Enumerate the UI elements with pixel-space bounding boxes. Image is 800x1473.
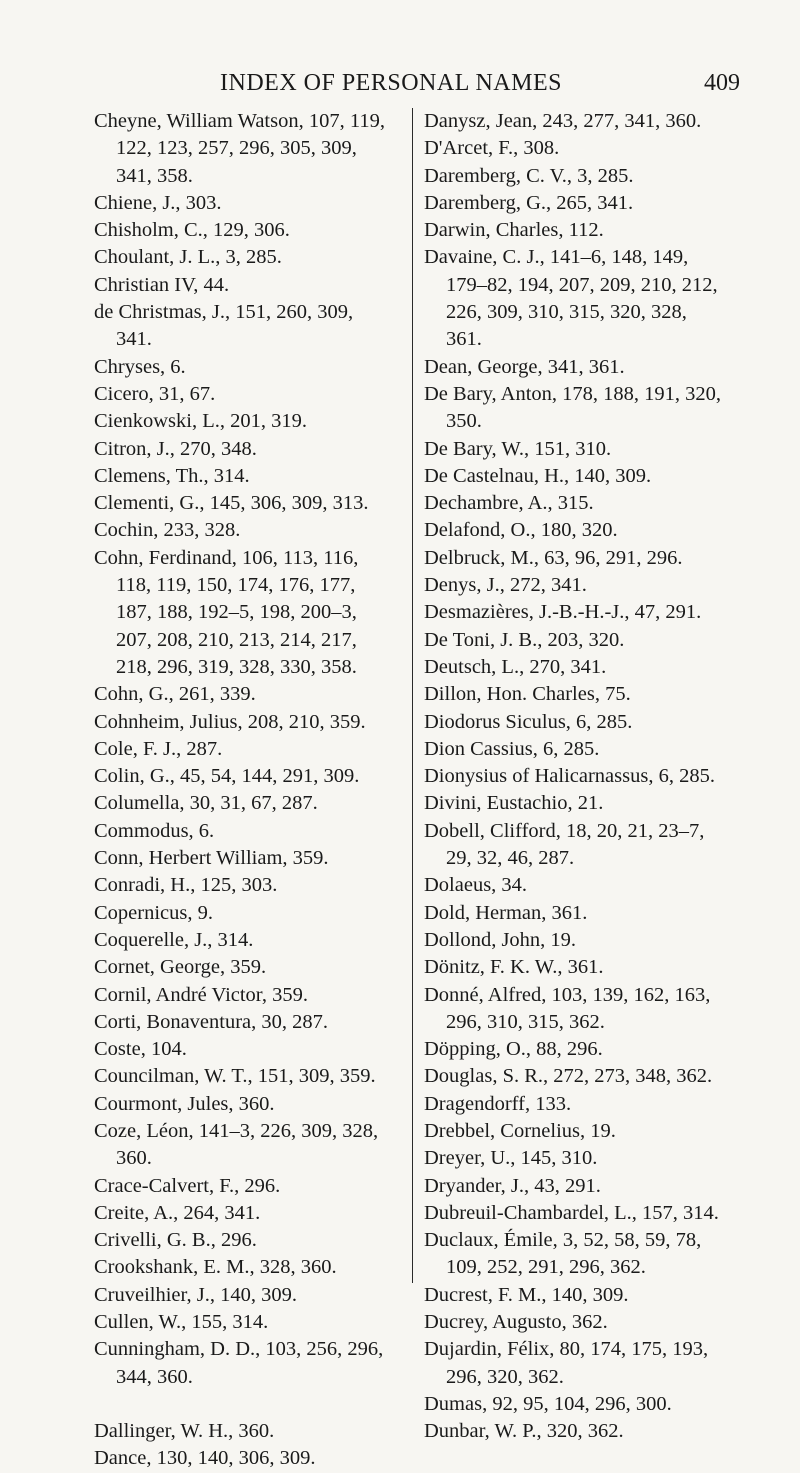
index-entry: Clemens, Th., 314.	[94, 464, 250, 487]
index-entry: Dunbar, W. P., 320, 362.	[424, 1420, 624, 1443]
index-entry: Cochin, 233, 328.	[94, 519, 241, 542]
index-entry: Dönitz, F. K. W., 361.	[424, 956, 604, 979]
index-entry: Councilman, W. T., 151, 309, 359.	[94, 1065, 376, 1088]
index-entry: Cohnheim, Julius, 208, 210, 359.	[94, 710, 366, 733]
index-entry: Dubreuil-Chambardel, L., 157, 314.	[424, 1201, 719, 1224]
column-divider	[412, 108, 413, 1283]
index-entry: Dold, Herman, 361.	[424, 901, 588, 924]
index-entry: Dollond, John, 19.	[424, 928, 577, 951]
index-entry: Cornil, André Victor, 359.	[94, 983, 308, 1006]
index-columns	[94, 108, 734, 1470]
index-entry: Dillon, Hon. Charles, 75.	[424, 683, 631, 706]
index-entry: Cole, F. J., 287.	[94, 737, 223, 760]
index-entry: De Toni, J. B., 203, 320.	[424, 628, 625, 651]
index-entry: Cullen, W., 155, 314.	[94, 1311, 269, 1334]
index-entry: Christian IV, 44.	[94, 273, 230, 296]
index-entry: Creite, A., 264, 341.	[94, 1201, 261, 1224]
index-entry: de Christmas, J., 151, 260, 309, 341.	[94, 301, 354, 351]
index-entry: Chisholm, C., 129, 306.	[94, 219, 290, 242]
index-entry: Columella, 30, 31, 67, 287.	[94, 792, 318, 815]
index-entry: Drebbel, Cornelius, 19.	[424, 1119, 616, 1142]
index-entry: Cienkowski, L., 201, 319.	[94, 410, 307, 433]
index-entry: Coquerelle, J., 314.	[94, 928, 254, 951]
index-entry: Douglas, S. R., 272, 273, 348, 362.	[424, 1065, 713, 1088]
index-entry: Conradi, H., 125, 303.	[94, 874, 278, 897]
index-column-left	[94, 108, 392, 1473]
index-entry: Dean, George, 341, 361.	[424, 355, 625, 378]
index-entry: Dragendorff, 133.	[424, 1092, 572, 1115]
page-number: 409	[704, 70, 740, 96]
index-entry: Cohn, G., 261, 339.	[94, 683, 256, 706]
index-entry: Deutsch, L., 270, 341.	[424, 655, 607, 678]
index-entry: Chiene, J., 303.	[94, 191, 222, 214]
index-entry: Dujardin, Félix, 80, 174, 175, 193, 296, 320, 362.	[424, 1338, 709, 1388]
index-entry: Cunningham, D. D., 103, 256, 296, 344, 360.	[94, 1338, 384, 1388]
index-entry: De Bary, Anton, 178, 188, 191, 320, 350.	[424, 382, 722, 433]
index-entry: Donné, Alfred, 103, 139, 162, 163, 296, 310, 315, 362.	[424, 983, 711, 1033]
index-entry: Cohn, Ferdinand, 106, 113, 116, 118, 119, 150, 174, 176, 177, 187, 188, 192–5, 198, 200–3, 207, 208, 210, 213, 214, 217, 218, 296, 319, 328, 330, 358.	[94, 546, 359, 678]
index-entry: Citron, J., 270, 348.	[94, 437, 257, 460]
index-entry: Corti, Bonaventura, 30, 287.	[94, 1010, 329, 1033]
index-entry: Dallinger, W. H., 360.	[94, 1419, 275, 1442]
index-entry: Desmazières, J.-B.-H.-J., 47, 291.	[424, 601, 702, 624]
index-entry: Duclaux, Émile, 3, 52, 58, 59, 78, 109, 252, 291, 296, 362.	[424, 1229, 702, 1279]
index-entry: Copernicus, 9.	[94, 901, 213, 924]
index-entry: Colin, G., 45, 54, 144, 291, 309.	[94, 765, 360, 788]
index-entry: Dryander, J., 43, 291.	[424, 1174, 601, 1197]
index-entry: Delafond, O., 180, 320.	[424, 519, 618, 542]
index-entry: Choulant, J. L., 3, 285.	[94, 246, 282, 269]
index-column-right	[424, 108, 722, 1446]
index-entry: Davaine, C. J., 141–6, 148, 149, 179–82, 194, 207, 209, 210, 212, 226, 309, 310, 315, 320, 328, 361.	[424, 246, 718, 351]
index-entry: Crookshank, E. M., 328, 360.	[94, 1256, 337, 1279]
index-entry: Darwin, Charles, 112.	[424, 219, 604, 242]
index-entry: Cicero, 31, 67.	[94, 382, 216, 405]
index-entry: Dreyer, U., 145, 310.	[424, 1147, 598, 1170]
page-header	[0, 70, 800, 110]
index-entry: Dechambre, A., 315.	[424, 492, 594, 515]
index-entry: Cornet, George, 359.	[94, 956, 267, 979]
index-entry: Daremberg, G., 265, 341.	[424, 191, 634, 214]
index-entry: Denys, J., 272, 341.	[424, 574, 587, 597]
index-entry: D'Arcet, F., 308.	[424, 137, 560, 160]
index-entry: Cheyne, William Watson, 107, 119, 122, 123, 257, 296, 305, 309, 341, 358.	[94, 110, 385, 187]
index-entry: Crace-Calvert, F., 296.	[94, 1174, 281, 1197]
index-entry: Dolaeus, 34.	[424, 874, 528, 897]
index-entry: Dance, 130, 140, 306, 309.	[94, 1447, 316, 1470]
index-entry: Conn, Herbert William, 359.	[94, 847, 329, 870]
index-entry: Ducrest, F. M., 140, 309.	[424, 1283, 629, 1306]
index-entry: Danysz, Jean, 243, 277, 341, 360.	[424, 110, 702, 132]
index-entry: Dumas, 92, 95, 104, 296, 300.	[424, 1392, 672, 1415]
index-entry: Crivelli, G. B., 296.	[94, 1229, 257, 1252]
index-entry: Courmont, Jules, 360.	[94, 1092, 275, 1115]
index-entry: Ducrey, Augusto, 362.	[424, 1311, 608, 1334]
index-entry: Chryses, 6.	[94, 355, 186, 378]
index-entry: Diodorus Siculus, 6, 285.	[424, 710, 633, 733]
index-entry: Coste, 104.	[94, 1038, 187, 1061]
index-entry: Commodus, 6.	[94, 819, 215, 842]
index-entry: Divini, Eustachio, 21.	[424, 792, 604, 815]
index-entry: Dobell, Clifford, 18, 20, 21, 23–7, 29, 32, 46, 287.	[424, 819, 705, 870]
index-entry: Cruveilhier, J., 140, 309.	[94, 1283, 298, 1306]
index-entry: Döpping, O., 88, 296.	[424, 1038, 603, 1061]
index-entry: Dion Cassius, 6, 285.	[424, 737, 600, 760]
index-entry: De Bary, W., 151, 310.	[424, 437, 612, 460]
index-entry: De Castelnau, H., 140, 309.	[424, 464, 652, 487]
index-entry: Dionysius of Halicarnassus, 6, 285.	[424, 765, 715, 788]
index-entry: Delbruck, M., 63, 96, 291, 296.	[424, 546, 683, 569]
running-title: INDEX OF PERSONAL NAMES	[220, 70, 562, 96]
index-entry: Daremberg, C. V., 3, 285.	[424, 164, 634, 187]
index-entry: Clementi, G., 145, 306, 309, 313.	[94, 492, 369, 515]
index-entry: Coze, Léon, 141–3, 226, 309, 328, 360.	[94, 1119, 379, 1170]
